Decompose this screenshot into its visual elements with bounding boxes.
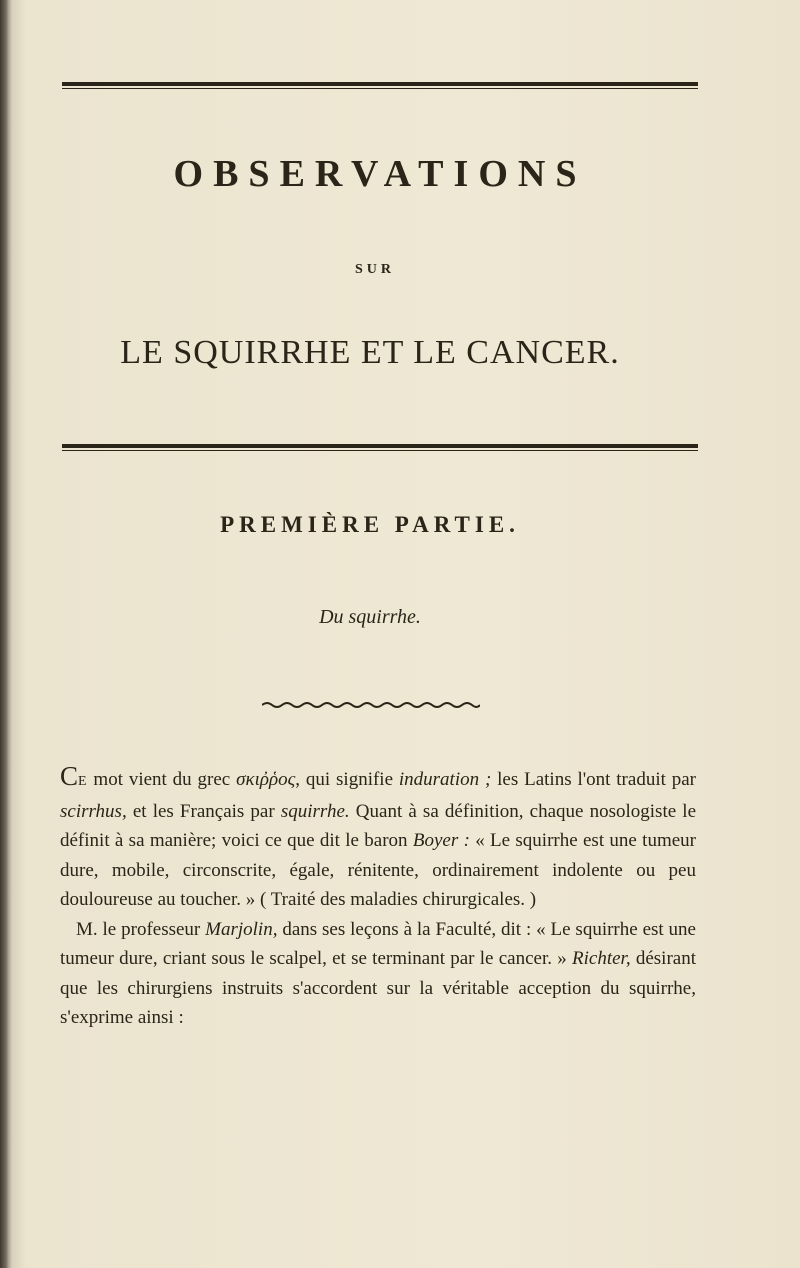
top-double-rule: [62, 82, 698, 89]
italic-term: scirrhus,: [60, 800, 127, 822]
middle-double-rule: [62, 444, 698, 451]
italic-term: squirrhe.: [280, 800, 350, 822]
text-run: et les Français par: [126, 800, 281, 822]
author-name: Marjolin,: [205, 918, 278, 940]
text-run: « Le squirrhe est une tumeur dure, mobile, circonscrite, égale, rénitente, ordinairement indolente ou peu douloureuse au toucher. » ( Traité des maladies chirurgicales. ): [60, 830, 697, 910]
small-cap: E: [78, 774, 88, 789]
author-name: Richter,: [572, 948, 631, 969]
page-subtitle: LE SQUIRRHE ET LE CANCER.: [120, 334, 620, 371]
page-title: OBSERVATIONS: [173, 153, 587, 195]
italic-term: induration ;: [398, 769, 492, 790]
part-heading: PREMIÈRE PARTIE.: [220, 512, 520, 537]
drop-cap: C: [60, 761, 79, 791]
text-run: désirant que les chirurgiens instruits s'accordent sur la véritable acception du squirrhe, s'exprime ainsi :: [60, 948, 696, 1028]
paragraph-2: [60, 915, 696, 1033]
text-run: dans ses leçons à la Faculté, dit : « Le squirrhe est une tumeur dure, criant sous le scalpel, et se terminant par le cancer. »: [60, 918, 696, 969]
paragraph-1: [60, 762, 696, 915]
text-run: M. le professeur: [76, 918, 206, 940]
section-heading: Du squirrhe.: [319, 606, 421, 628]
greek-word: σκιῤῥος: [236, 769, 296, 790]
body-text: [60, 762, 696, 1033]
title-connector: SUR: [354, 262, 395, 277]
text-run: les Latins l'ont traduit par: [491, 769, 696, 790]
text-run: Quant à sa définition, chaque nosologiste le définit à sa manière; voici ce que dit le baron: [60, 800, 697, 851]
text-run: mot vient du grec: [87, 769, 237, 790]
author-name: Boyer :: [412, 830, 470, 851]
text-run: , qui signifie: [295, 769, 399, 790]
ornamental-rule: [262, 700, 480, 710]
